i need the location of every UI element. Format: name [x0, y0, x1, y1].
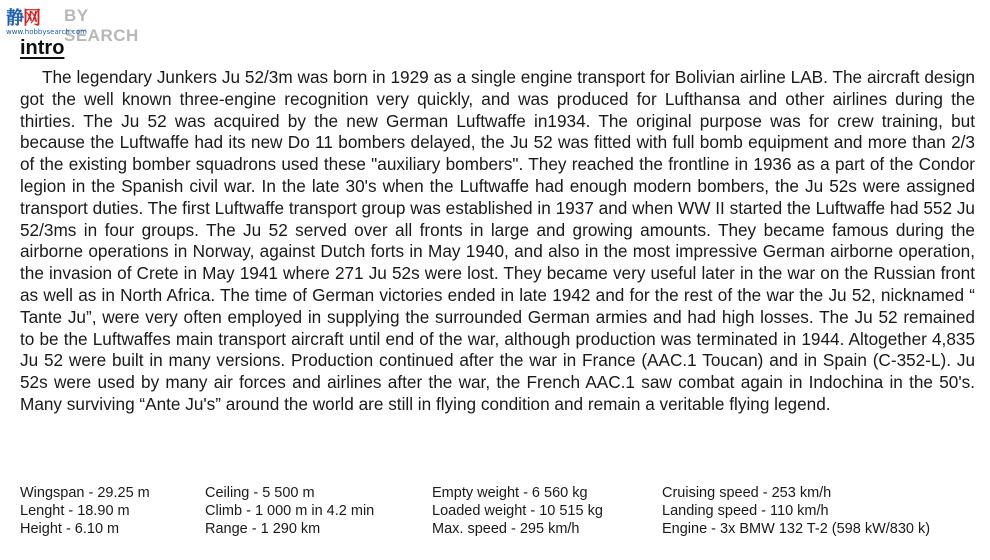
spec-column-weights — [432, 484, 603, 538]
spec-length: Lenght - 18.90 m — [20, 503, 130, 519]
spec-column-speeds — [662, 484, 930, 538]
watermark-logo-mark: 静网 — [6, 8, 40, 29]
spec-column-dimensions — [20, 484, 150, 538]
spec-landing-speed: Landing speed - 110 km/h — [662, 503, 829, 519]
spec-ceiling: Ceiling - 5 500 m — [205, 485, 315, 501]
specifications-table — [0, 484, 990, 554]
spec-loaded-weight: Loaded weight - 10 515 kg — [432, 503, 603, 519]
spec-height: Height - 6.10 m — [20, 521, 120, 537]
intro-paragraph: The legendary Junkers Ju 52/3m was born in 1929 as a single engine transport for Bolivian airline LAB. The aircraft design got the well known three-engine recognition very quickly, and was produced for Lufthansa and other airlines during the thirties. The Ju 52 was acquired by the new German Luftwaffe in1934. The original purpose was for crew training, but because the Luftwaffe had its new Do 11 bombers delayed, the Ju 52 was fitted with full bomb equipment and more than 2/3 of the existing bomber squadrons used these "auxiliary bombers". They reached the frontline in 1936 as a part of the Condor legion in the Spanish civil war. In the late 30's when the Luftwaffe had enough modern bombers, the Ju 52s were assigned transport duties. The first Luftwaffe transport group was established in 1937 and when WW II started the Luftwaffe had 552 Ju 52/3ms in four groups. The Ju 52 served over all fronts in large and growing amounts. They became famous during the airborne operations in Norway, against Dutch forts in May 1940, and also in the most impressive German airborne operation, the invasion of Crete in May 1941 where 271 Ju 52s were lost. They became very useful later in the war on the Russian front as well as in North Africa. The time of German victories ended in late 1942 and for the rest of the war the Ju 52, nicknamed “ Tante Ju”, were very often employed in supplying the surrounded German armies and had high losses. The Ju 52 remained to be the Luftwaffes main transport aircraft until end of the war, although production was terminated in 1944. Altogether 4,835 Ju 52 were built in many versions. Production continued after the war in France (AAC.1 Toucan) and in Spain (C-352-L). Ju 52s were used by many air forces and airlines after the war, the French AAC.1 saw combat again in Indochina in the 50's. Many surviving “Ante Ju's” around the world are still in flying condition and remain a veritable flying legend. — [20, 67, 975, 414]
watermark-url: www.hobbysearch.com — [6, 28, 87, 36]
watermark-search-text: BY SEARCH — [64, 6, 139, 45]
spec-max-speed: Max. speed - 295 km/h — [432, 521, 580, 537]
spec-cruising-speed: Cruising speed - 253 km/h — [662, 485, 832, 501]
watermark-logo — [6, 4, 166, 45]
intro-heading: intro — [20, 37, 65, 59]
spec-empty-weight: Empty weight - 6 560 kg — [432, 485, 588, 501]
spec-range: Range - 1 290 km — [205, 521, 321, 537]
spec-climb: Climb - 1 000 m in 4.2 min — [205, 503, 375, 519]
spec-engine: Engine - 3x BMW 132 T-2 (598 kW/830 k) — [662, 521, 931, 537]
spec-column-performance — [205, 484, 374, 538]
spec-wingspan: Wingspan - 29.25 m — [20, 485, 150, 501]
